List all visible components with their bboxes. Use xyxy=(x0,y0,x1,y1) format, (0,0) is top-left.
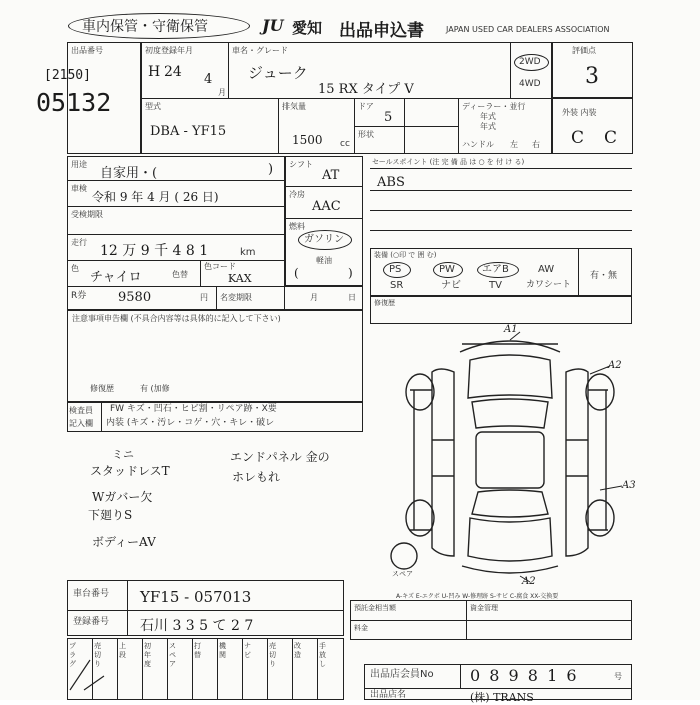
history-box xyxy=(370,296,632,324)
handnote-6: エンドパネル 金の xyxy=(230,450,330,464)
usage-value: 自家用・( xyxy=(100,166,158,181)
registration-label: 初度登録年月 xyxy=(145,46,193,55)
handnote-5: ボディーAV xyxy=(92,535,156,549)
aircon-value: AAC xyxy=(312,199,341,214)
recycle-label1: 預託金相当額 xyxy=(354,604,396,612)
assoc-name: JAPAN USED CAR DEALERS ASSOCIATION xyxy=(446,25,610,34)
recycle-label3: 料金 xyxy=(354,624,368,632)
chassis-label: 車台番号 xyxy=(73,589,110,599)
form-title: 出品申込書 xyxy=(339,21,424,41)
member-suffix: 号 xyxy=(614,672,622,681)
registration-era: H xyxy=(148,64,161,80)
hood xyxy=(468,355,552,398)
check-cell-10: 手放し xyxy=(319,642,326,668)
shape-label: 形状 xyxy=(358,130,374,139)
lot-subnumber: [2150] xyxy=(44,68,91,83)
equipment-label: 装備 (○印 で 囲 む) xyxy=(374,251,437,259)
check-cell-0: プラグ xyxy=(69,642,76,668)
extint-label: 外装 内装 xyxy=(562,108,597,117)
tax-value: 9580 xyxy=(118,290,152,305)
equipment-tehi: 有・無 xyxy=(590,271,618,281)
history-label: 修復歴 xyxy=(374,299,395,307)
fuel-paren-close: ) xyxy=(348,266,353,280)
fuel-value: ガソリン xyxy=(304,234,344,245)
type-code: DBA - YF15 xyxy=(150,124,227,139)
inspection-label1: 検査員 xyxy=(69,406,93,415)
name-change-label: 名変期限 xyxy=(220,293,252,302)
handnote-3: Wガバー欠 xyxy=(92,490,153,504)
notes-label: 注意事項申告欄 (不具合内容等は具体的に記入して下さい) xyxy=(72,314,281,323)
interior-grade: C xyxy=(604,128,618,148)
doors-label: ドア xyxy=(358,102,374,111)
right-side xyxy=(566,369,588,556)
inspection-line1: FW キズ・凹石・ヒビ割・リペア跡・X要 xyxy=(110,404,277,414)
type-code-label: 型式 xyxy=(145,102,161,111)
check-cell-8: 売切り xyxy=(269,642,276,668)
fuel-paren-open: ( xyxy=(294,266,299,280)
dealer-year1: 年式 xyxy=(480,112,496,121)
shift-label: シフト xyxy=(289,160,313,169)
equip-tv: TV xyxy=(489,280,502,291)
ju-logo: JU xyxy=(262,16,284,35)
registration-year: 24 xyxy=(164,64,182,80)
equip-pw: PW xyxy=(439,264,455,275)
lot-label: 出品番号 xyxy=(71,46,103,55)
dealer-label: ディーラー・並行 xyxy=(462,102,526,111)
doors-value: 5 xyxy=(384,110,393,125)
check-cell-1: 売切り xyxy=(94,642,101,668)
equip-ps: PS xyxy=(389,264,402,275)
member-label: 出品店会員No xyxy=(370,669,434,680)
rear-hatch xyxy=(468,518,552,561)
accept-label: 受検期限 xyxy=(71,210,103,219)
member-number: 0 8 9 8 1 6 xyxy=(470,666,579,685)
plate-label: 登録番号 xyxy=(73,617,110,627)
equip-airbag: エアB xyxy=(482,264,509,275)
handnote-7: ホレもれ xyxy=(232,470,281,484)
model-name: ジューク xyxy=(248,64,308,82)
wheel-rear-left xyxy=(406,500,434,536)
damage-legend: A-キズ E-エクボ U-凹み W-修理跡 S-サビ C-腐食 XX-交換要 xyxy=(396,593,559,600)
fuel-label: 燃料 xyxy=(289,222,305,231)
rear-bumper xyxy=(462,566,558,573)
selling-points-text: ABS xyxy=(377,175,405,190)
notes-bottom-label: 修復歴 xyxy=(90,384,114,393)
windshield xyxy=(472,399,548,428)
check-cell-7: ナビ xyxy=(244,642,251,659)
equip-leather: カワシート xyxy=(526,280,572,290)
shaken-value: 令和 9 年 4 月 ( 26 日) xyxy=(92,190,219,204)
check-cell-6: 機関 xyxy=(219,642,226,659)
handle-left: 左 xyxy=(510,140,518,149)
handle-label: ハンドル xyxy=(462,140,494,149)
mileage-unit: km xyxy=(240,247,256,258)
diagram-a3-right: A3 xyxy=(622,480,636,491)
color-value: チャイロ xyxy=(90,270,142,285)
check-cell-3: 初年度 xyxy=(144,642,151,668)
model-grade: 15 RX タイプ V xyxy=(318,82,414,97)
diagram-a1-top: A1 xyxy=(504,324,518,335)
model-label: 車名・グレード xyxy=(232,46,288,55)
chassis-value: YF15 - 057013 xyxy=(140,588,252,606)
tax-unit: 円 xyxy=(200,293,208,302)
left-side xyxy=(432,369,454,556)
equip-sr: SR xyxy=(390,280,404,291)
spare-label: スペア xyxy=(392,570,413,578)
inspection-label2: 記入欄 xyxy=(69,419,93,428)
displacement-unit: cc xyxy=(340,139,350,149)
tax-label: R券 xyxy=(71,291,87,301)
drive-4wd: 4WD xyxy=(519,79,541,89)
handnote-1: ミニ xyxy=(112,448,134,461)
drive-2wd: 2WD xyxy=(519,57,541,67)
handnote-2: スタッドレスT xyxy=(90,464,170,478)
store-name-label: 出品店名 xyxy=(370,690,407,700)
registration-month: 4 xyxy=(204,72,213,87)
selling-points-label: セールスポイント (注 完 備 品 は ○ を 付 け る) xyxy=(372,158,525,166)
equip-navi: ナビ xyxy=(441,280,461,291)
name-change-month: 月 xyxy=(310,293,318,302)
handnote-4: 下廻りS xyxy=(88,508,133,522)
check-cell-4: スペア xyxy=(169,642,176,668)
recycle-label2: 資金管理 xyxy=(470,604,498,612)
equip-aw: AW xyxy=(538,264,555,275)
color-label: 色 xyxy=(71,264,79,273)
aircon-label: 冷房 xyxy=(289,190,305,199)
usage-close: ) xyxy=(268,162,274,177)
diagram-a2-right: A2 xyxy=(608,360,622,371)
mileage-value: 12 万 9 千 4 8 1 xyxy=(100,243,209,259)
shift-value: AT xyxy=(322,168,340,183)
displacement-label: 排気量 xyxy=(282,102,306,111)
storage-stamp-text: 車内保管・守衛保管 xyxy=(82,19,208,35)
wheel-front-left xyxy=(406,374,434,410)
name-change-box xyxy=(285,286,363,310)
rear-window xyxy=(472,490,548,517)
handle-right: 右 xyxy=(532,140,540,149)
diagram-a2-bottom: A2 xyxy=(522,576,536,587)
inspection-line2: 内装 (キズ・汚レ・コゲ・穴・キレ・破レ xyxy=(106,418,275,428)
plate-value: 石川 3 3 5 て 2 7 xyxy=(140,618,254,634)
wheel-front-right xyxy=(586,374,614,410)
brand-place: 愛知 xyxy=(292,19,323,37)
front-bumper xyxy=(460,341,560,352)
usage-label: 用途 xyxy=(71,160,87,169)
notes-bottom-value: 有 (加修 xyxy=(140,384,170,393)
color-change-label: 色替 xyxy=(172,270,188,279)
bottom-check-table xyxy=(67,638,344,700)
check-cell-9: 改造 xyxy=(294,642,301,659)
color-code: KAX xyxy=(228,272,252,285)
extint-box xyxy=(552,98,633,154)
fuel-sub: 軽油 xyxy=(316,256,332,265)
mileage-label: 走行 xyxy=(71,238,87,247)
name-change-day: 日 xyxy=(348,293,356,302)
store-name: (株) TRANS xyxy=(470,691,534,704)
displacement-value: 1500 xyxy=(292,133,323,147)
dealer-year2: 年式 xyxy=(480,122,496,131)
shaken-label: 車検 xyxy=(71,184,87,193)
spare-tire xyxy=(391,543,417,569)
lot-number: 05132 xyxy=(36,88,112,117)
check-cell-5: 打替 xyxy=(194,642,201,659)
rating-label: 評価点 xyxy=(572,46,596,55)
check-cell-2: 上段 xyxy=(119,642,126,659)
registration-month-unit: 月 xyxy=(218,88,226,97)
roof xyxy=(476,432,544,488)
color-code-label: 色コード xyxy=(204,262,236,271)
wheel-rear-right xyxy=(586,500,614,536)
rating-score: 3 xyxy=(585,64,599,89)
exterior-grade: C xyxy=(571,128,585,148)
